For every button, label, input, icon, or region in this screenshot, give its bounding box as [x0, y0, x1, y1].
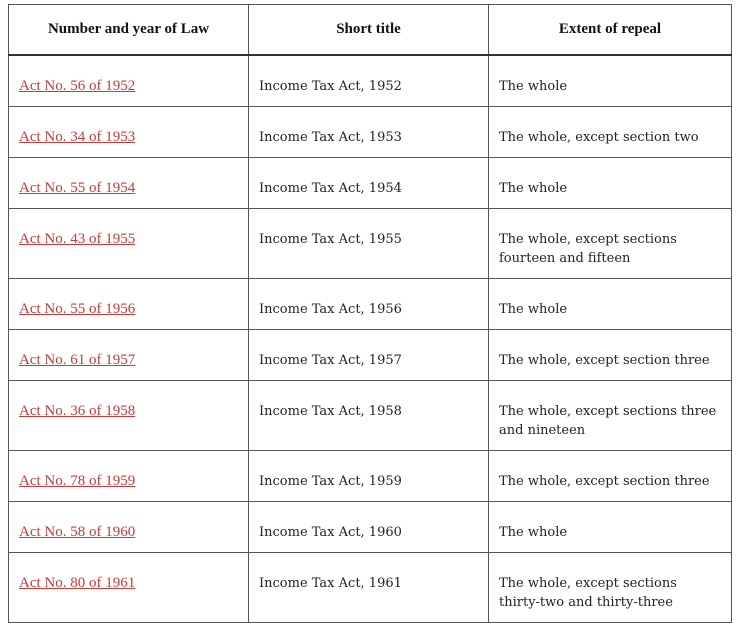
- extent-cell: The whole, except section three: [489, 451, 732, 502]
- short-title-cell: Income Tax Act, 1958: [249, 381, 489, 451]
- law-cell: [9, 209, 249, 279]
- law-cell: [9, 502, 249, 553]
- extent-cell: The whole, except section three: [489, 330, 732, 381]
- table-row: [9, 107, 732, 158]
- short-title-cell: Income Tax Act, 1952: [249, 55, 489, 107]
- short-title-cell: Income Tax Act, 1953: [249, 107, 489, 158]
- short-title-cell: Income Tax Act, 1955: [249, 209, 489, 279]
- repeal-table: [8, 4, 732, 623]
- extent-cell: The whole: [489, 158, 732, 209]
- extent-cell: The whole, except sections thirty-two and thirty-three: [489, 553, 732, 623]
- act-link[interactable]: Act No. 55 of 1956: [19, 301, 136, 317]
- extent-cell: The whole: [489, 279, 732, 330]
- act-link[interactable]: Act No. 80 of 1961: [19, 575, 136, 591]
- short-title-cell: Income Tax Act, 1959: [249, 451, 489, 502]
- law-cell: [9, 381, 249, 451]
- header-short-title: Short title: [249, 5, 489, 56]
- table-row: [9, 381, 732, 451]
- header-row: [9, 5, 732, 56]
- extent-cell: The whole, except sections three and nineteen: [489, 381, 732, 451]
- table-row: [9, 55, 732, 107]
- law-cell: [9, 55, 249, 107]
- law-cell: [9, 553, 249, 623]
- extent-cell: The whole: [489, 502, 732, 553]
- act-link[interactable]: Act No. 78 of 1959: [19, 473, 136, 489]
- short-title-cell: Income Tax Act, 1960: [249, 502, 489, 553]
- table-row: [9, 279, 732, 330]
- table-row: [9, 158, 732, 209]
- repeal-schedule: [8, 4, 732, 623]
- law-cell: [9, 279, 249, 330]
- act-link[interactable]: Act No. 34 of 1953: [19, 129, 136, 145]
- extent-cell: The whole, except sections fourteen and fifteen: [489, 209, 732, 279]
- short-title-cell: Income Tax Act, 1961: [249, 553, 489, 623]
- table-row: [9, 553, 732, 623]
- act-link[interactable]: Act No. 61 of 1957: [19, 352, 136, 368]
- table-row: [9, 502, 732, 553]
- short-title-cell: Income Tax Act, 1956: [249, 279, 489, 330]
- act-link[interactable]: Act No. 58 of 1960: [19, 524, 136, 540]
- short-title-cell: Income Tax Act, 1954: [249, 158, 489, 209]
- law-cell: [9, 330, 249, 381]
- law-cell: [9, 158, 249, 209]
- extent-cell: The whole: [489, 55, 732, 107]
- act-link[interactable]: Act No. 36 of 1958: [19, 403, 136, 419]
- act-link[interactable]: Act No. 56 of 1952: [19, 78, 136, 94]
- header-law: Number and year of Law: [9, 5, 249, 56]
- short-title-cell: Income Tax Act, 1957: [249, 330, 489, 381]
- table-row: [9, 451, 732, 502]
- act-link[interactable]: Act No. 55 of 1954: [19, 180, 136, 196]
- table-row: [9, 209, 732, 279]
- extent-cell: The whole, except section two: [489, 107, 732, 158]
- law-cell: [9, 107, 249, 158]
- table-row: [9, 330, 732, 381]
- header-extent: Extent of repeal: [489, 5, 732, 56]
- act-link[interactable]: Act No. 43 of 1955: [19, 231, 136, 247]
- law-cell: [9, 451, 249, 502]
